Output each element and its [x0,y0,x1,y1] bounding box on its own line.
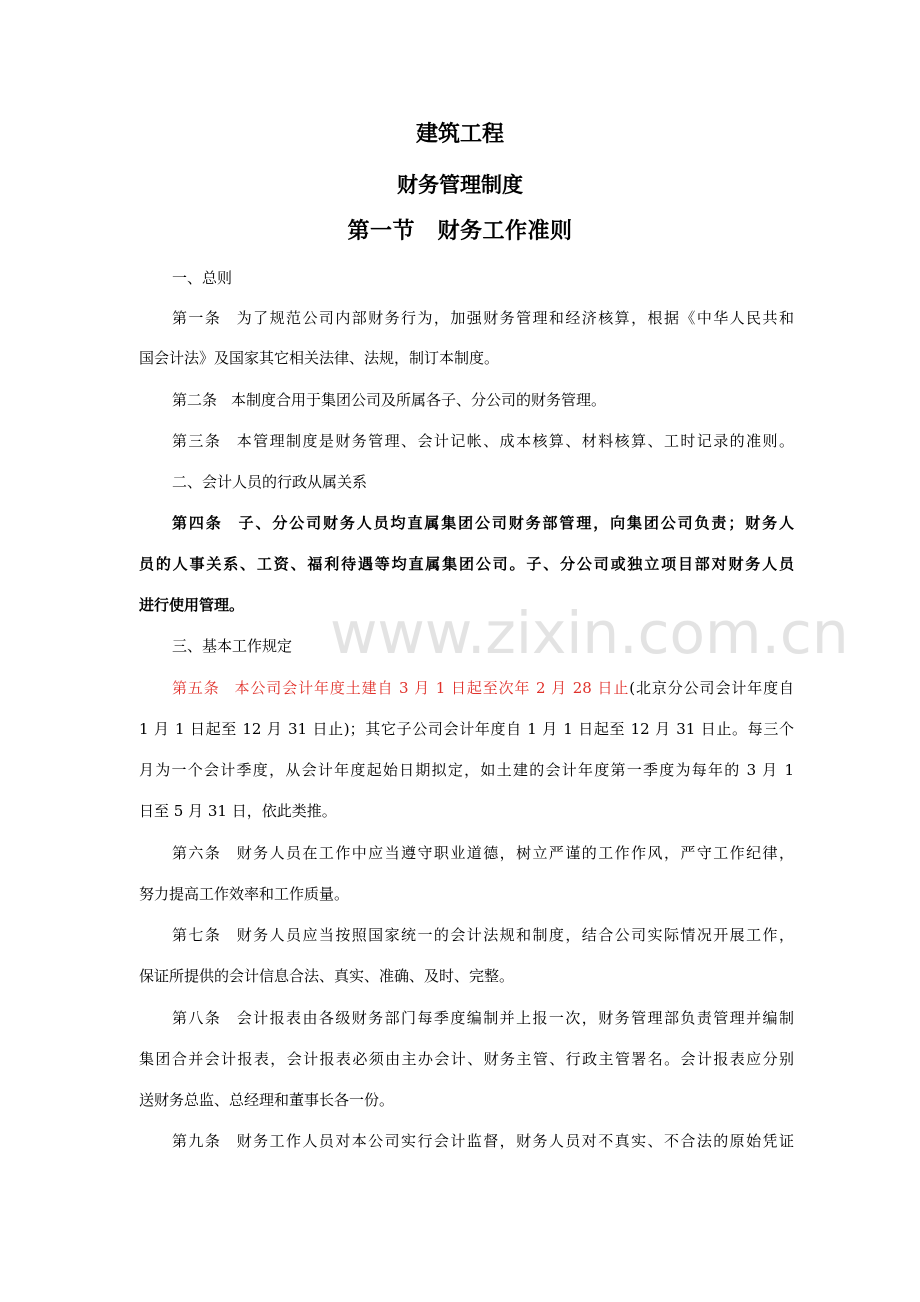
article-9-line-1 [172,1129,794,1153]
article-5-line-4: 日至 5 月 31 日，依此类推。 [139,802,337,820]
article-5-line-3: 月为一个会计季度，从会计年度起始日期拟定，如土建的会计年度第一季度为每年的 3 月 1 [139,761,794,779]
article-6-label: 第六条 [172,844,222,862]
article-4-text-1: 子、分公司财务人员均直属集团公司财务部管理，向集团公司负责；财务人 [236,514,794,532]
section-title-rules: 三、基本工作规定 [172,637,293,655]
article-8-label: 第八条 [172,1009,222,1027]
section-title-general: 一、总则 [172,269,233,287]
article-5-rest-text: (北京分公司会计年度自 [629,679,794,697]
article-4-line-3: 进行使用管理。 [139,596,245,614]
article-8-line-2: 集团合并会计报表，会计报表必须由主办会计、财务主管、行政主管署名。会计报表应分别 [139,1050,794,1068]
article-7-label: 第七条 [172,926,222,944]
article-6-line-1 [172,841,794,865]
article-3-text-1: 本管理制度是财务管理、会计记帐、成本核算、材料核算、工时记录的准则。 [235,432,794,450]
article-5-line-1 [172,676,794,700]
article-5-line-2: 1 月 1 日起至 12 月 31 日止)；其它子公司会计年度自 1 月 1 日起至 12 月 31 日止。每三个 [139,720,794,738]
article-2-label: 第二条 [172,391,218,409]
article-1-line-1 [172,306,794,330]
document-subtitle: 财务管理制度 [397,173,523,197]
article-7-text-1: 财务人员应当按照国家统一的会计法规和制度，结合公司实际情况开展工作， [235,926,794,944]
article-8-line-3: 送财务总监、总经理和董事长各一份。 [139,1091,395,1109]
article-4-line-2: 员的人事关系、工资、福利待遇等均直属集团公司。子、分公司或独立项目部对财务人员 [139,555,794,573]
article-1-label: 第一条 [172,309,222,327]
article-6-line-2: 努力提高工作效率和工作质量。 [139,885,350,903]
article-3-label: 第三条 [172,432,222,450]
article-7-line-2: 保证所提供的会计信息合法、真实、准确、及时、完整。 [139,967,515,985]
article-5-red-text: 本公司会计年度土建自 3 月 1 日起至次年 2 月 28 日止 [233,679,630,697]
article-7-line-1 [172,923,794,947]
document-title: 建筑工程 [415,122,504,147]
article-6-text-1: 财务人员在工作中应当遵守职业道德，树立严谨的工作作风，严守工作纪律， [235,844,794,862]
article-9-text-1: 财务工作人员对本公司实行会计监督，财务人员对不真实、不合法的原始凭证 [235,1132,794,1150]
article-1-line-2: 国会计法》及国家其它相关法律、法规，制订本制度。 [139,349,500,367]
article-8-text-1: 会计报表由各级财务部门每季度编制并上报一次，财务管理部负责管理并编制 [235,1009,794,1027]
article-2-text-1: 本制度合用于集团公司及所属各子、分公司的财务管理。 [231,391,607,409]
section-heading: 第一节 财务工作准则 [347,219,573,244]
article-1-text-1: 为了规范公司内部财务行为，加强财务管理和经济核算，根据《中华人民共和 [235,309,794,327]
article-2-line-1 [172,388,794,412]
article-5-label: 第五条 [172,679,220,697]
article-4-label: 第四条 [172,514,223,532]
article-8-line-1 [172,1006,794,1030]
article-9-label: 第九条 [172,1132,222,1150]
watermark: www.zixin.com.cn [330,599,849,667]
article-3-line-1 [172,429,794,453]
section-title-relations: 二、会计人员的行政从属关系 [172,473,368,491]
article-4-line-1 [172,511,794,535]
